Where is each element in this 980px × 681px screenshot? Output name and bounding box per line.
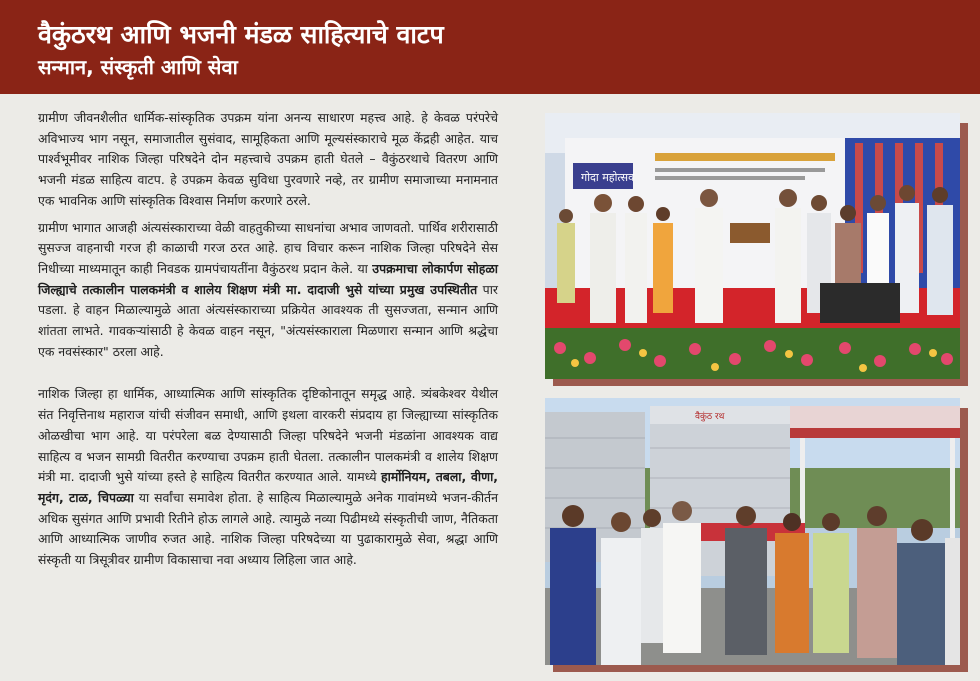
page-title: वैकुंठरथ आणि भजनी मंडळ साहित्याचे वाटप (38, 20, 444, 49)
event-photo (545, 113, 960, 379)
vehicle-sign-text: वैकुंठ रथ (695, 412, 725, 422)
vehicle-photo (545, 398, 960, 665)
page-subtitle: सन्मान, संस्कृती आणि सेवा (38, 55, 238, 79)
page-header (0, 0, 980, 94)
vehicle-photo-image (545, 398, 960, 665)
article-body (38, 108, 498, 577)
paragraph-3 (38, 384, 498, 570)
paragraph-2 (38, 218, 498, 363)
paragraph-3-text-a: नाशिक जिल्हा हा धार्मिक, आध्यात्मिक आणि सांस्कृतिक दृष्टिकोनातून समृद्ध आहे. त्र्यंबकेश्वर येथील संत निवृत्तिनाथ महाराज यांची संजीवन समाधी, आणि इथला वारकरी संप्रदाय हा जिल्ह्याच्या सांस्कृतिक ओळखीचा भाग आहे. या परंपरेला बळ देण्यासाठी जिल्हा परिषदेने भजनी मंडळांना आवश्यक वाद्य साहित्य व भजन सामग्री वितरीत करण्याचा उपक्रम हाती घेतला. तत्कालीन पालकमंत्री व शालेय शिक्षण मंत्री मा. दादाजी भुसे यांच्या हस्ते हे साहित्य वितरीत करण्यात आले. यामध्ये (38, 386, 498, 485)
paragraph-1: ग्रामीण जीवनशैलीत धार्मिक-सांस्कृतिक उपक्रम यांना अनन्य साधारण महत्त्व आहे. हे केवळ परंपरेचे अविभाज्य भाग नसून, समाजातील सुसंवाद, सामूहिकता आणि मूल्यसंस्काराचे मूळ केंद्रही आहेत. याच पार्श्वभूमीवर नाशिक जिल्हा परिषदेने दोन महत्त्वाचे उपक्रम हाती घेतले – वैकुंठरथाचे वितरण आणि भजनी मंडळ साहित्य वाटप. हे उपक्रम केवळ सुविधा पुरवणारे नव्हे, तर ग्रामीण समाजाच्या मनामनात एक भावनिक आणि सांस्कृतिक विश्वास निर्माण करणारे ठरले. (38, 110, 498, 208)
paragraph-2-text-b: पार पडला. हे वाहन मिळाल्यामुळे आता अंत्यसंस्काराच्या प्रक्रियेत आवश्यक ती सुसज्जता, सन्मान आणि शांतता लाभते. गावकऱ्यांसाठी हे केवळ वाहन नसून, "अंत्यसंस्काराला मिळणारा सन्मान आणि श्रद्धेचा एक नवसंस्कार" ठरला आहे. (38, 281, 498, 359)
paragraph-3-text-b: या सर्वांचा समावेश होता. हे साहित्य मिळाल्यामुळे अनेक गावांमध्ये भजन-कीर्तन अधिक सुसंगत आणि प्रभावी रितीने होऊ लागले आहे. त्यामुळे नव्या पिढीमध्ये संस्कृतीची जाण, नैतिकता आणि आध्यात्मिक जाणीव रुजत आहे. नाशिक जिल्हा परिषदेच्या या पुढाकारामुळे सेवा, श्रद्धा आणि संस्कृती या त्रिसूत्रीवर ग्रामीण विकासाचा नवा अध्याय लिहिला जात आहे. (38, 489, 498, 568)
paragraph-3-bold: हार्मोनियम, तबला, वीणा, मृदंग, टाळ, चिपळ्या (38, 469, 498, 505)
event-photo-image (545, 113, 960, 379)
paragraph-2-bold: उपक्रमाचा लोकार्पण सोहळा जिल्ह्याचे तत्कालीन पालकमंत्री व शालेय शिक्षण मंत्री मा. दादाजी भुसे यांच्या प्रमुख उपस्थितीत (38, 260, 498, 297)
banner-text: गोदा महोत्सव (581, 171, 635, 184)
paragraph-2-text-a: ग्रामीण भागात आजही अंत्यसंस्काराच्या वेळी वाहतुकीच्या साधनांचा अभाव जाणवतो. पार्थिव शरीरासाठी सुसज्ज वाहनाची गरज ही काळाची गरज ठरत आहे. हाच विचार करून नाशिक जिल्हा परिषदेने सेस निधीच्या माध्यमातून काही निवडक ग्रामपंचायतींना वैकुंठरथ प्रदान केले. या (38, 219, 498, 276)
